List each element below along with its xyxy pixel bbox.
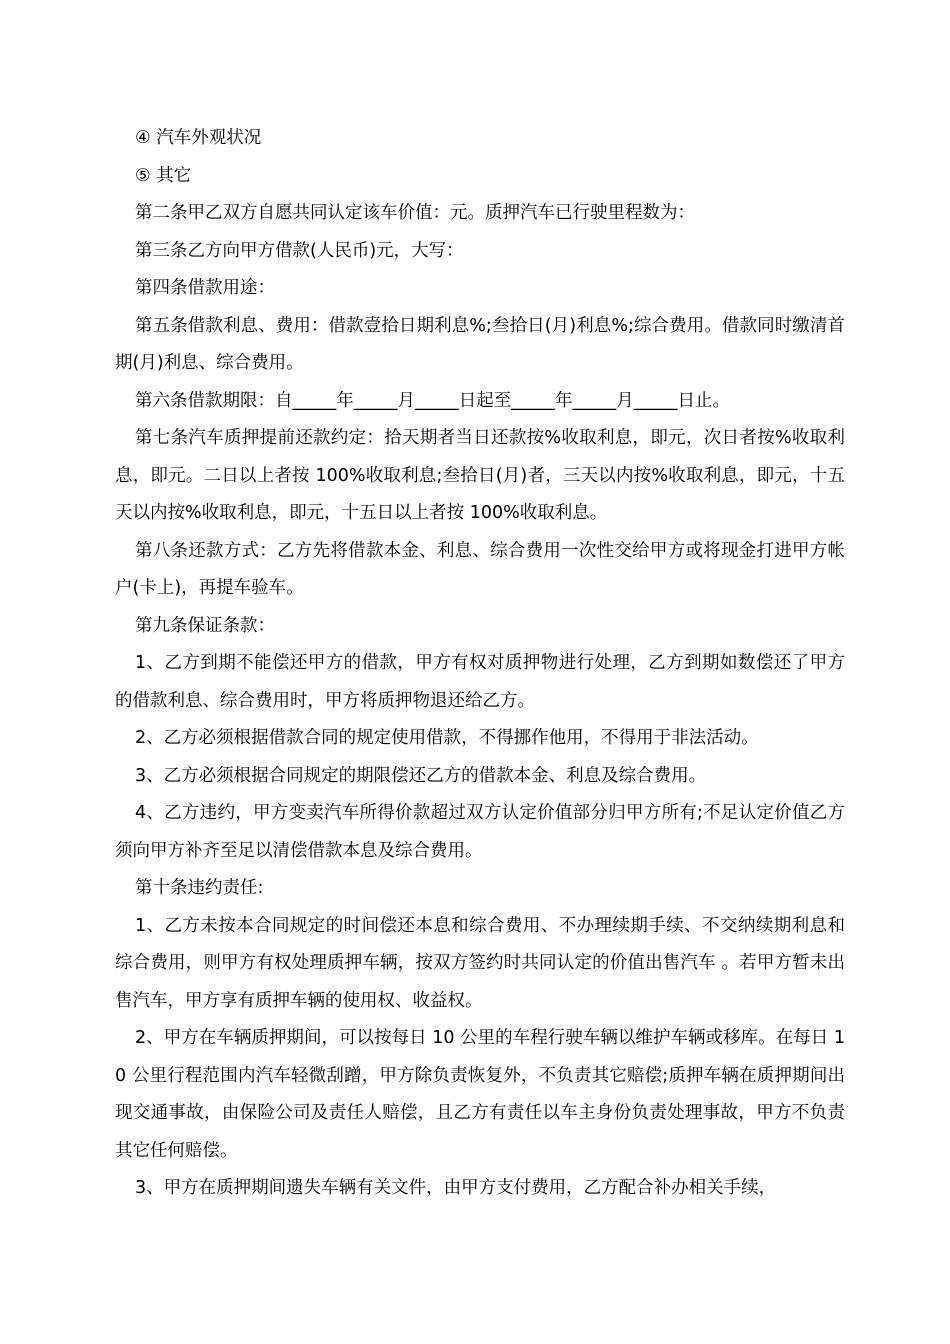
paragraph-item-5-other: ⑤ 其它 xyxy=(135,165,192,186)
paragraph-article-8: 第八条还款方式：乙方先将借款本金、利息、综合费用一次性交给甲方或将现金打进甲方帐户(卡上)，再提车验车。 xyxy=(115,540,845,598)
paragraph-article-3: 第三条乙方向甲方借款(人民币)元，大写： xyxy=(135,240,464,261)
paragraph-article-10: 第十条违约责任: xyxy=(135,878,264,898)
paragraph-article-10-clause-1: 1、乙方未按本合同规定的时间偿还本息和综合费用、不办理续期手续、不交纳续期利息和综合费用，则甲方有权处理质押车辆，按双方签约时共同认定的价值出售汽车 。若甲方暂未出售汽车，甲方享有质押车辆的使用权、收益权。 xyxy=(115,915,845,1011)
paragraph-article-10-clause-2: 2、甲方在车辆质押期间，可以按每日 10 公里的车程行驶车辆以维护车辆或移库。在每日 10 公里行程范围内汽车轻微刮蹭，甲方除负责恢复外，不负责其它赔偿;质押车辆在质押期间出现交通事故，由保险公司及责任人赔偿，且乙方有责任以车主身份负责处理事故，甲方不负责其它任何赔偿。 xyxy=(115,1028,845,1161)
paragraph-article-9-clause-1: 1、乙方到期不能偿还甲方的借款，甲方有权对质押物进行处理，乙方到期如数偿还了甲方的借款利息、综合费用时，甲方将质押物退还给乙方。 xyxy=(115,653,845,711)
paragraph-article-7: 第七条汽车质押提前还款约定：拾天期者当日还款按%收取利息，即元，次日者按%收取利息，即元。二日以上者按 100%收取利息;叁拾日(月)者，三天以内按%收取利息，即元，十五天以内按%收取利息，即元，十五日以上者按 100%收取利息。 xyxy=(115,428,845,523)
paragraph-article-6: 第六条借款期限：自_____年_____月_____日起至_____年_____月_____日止。 xyxy=(135,390,730,411)
paragraph-article-9-clause-2: 2、乙方必须根据借款合同的规定使用借款，不得挪作他用，不得用于非法活动。 xyxy=(135,728,759,748)
paragraph-article-9-clause-4: 4、乙方违约，甲方变卖汽车所得价款超过双方认定价值部分归甲方所有;不足认定价值乙方须向甲方补齐至足以清偿借款本息及综合费用。 xyxy=(115,803,845,861)
contract-body xyxy=(115,120,845,1208)
paragraph-item-4-exterior: ④ 汽车外观状况 xyxy=(135,128,262,148)
paragraph-article-10-clause-3: 3、甲方在质押期间遗失车辆有关文件，由甲方支付费用，乙方配合补办相关手续， xyxy=(135,1178,777,1198)
paragraph-article-9: 第九条保证条款： xyxy=(135,615,275,636)
paragraph-article-2: 第二条甲乙双方自愿共同认定该车价值：元。质押汽车已行驶里程数为： xyxy=(135,203,695,223)
paragraph-article-9-clause-3: 3、乙方必须根据合同规定的期限偿还乙方的借款本金、利息及综合费用。 xyxy=(135,765,707,786)
paragraph-article-4: 第四条借款用途： xyxy=(135,278,275,298)
paragraph-article-5: 第五条借款利息、费用：借款壹拾日期利息%;叁拾日(月)利息%;综合费用。借款同时缴清首期(月)利息、综合费用。 xyxy=(115,315,845,373)
